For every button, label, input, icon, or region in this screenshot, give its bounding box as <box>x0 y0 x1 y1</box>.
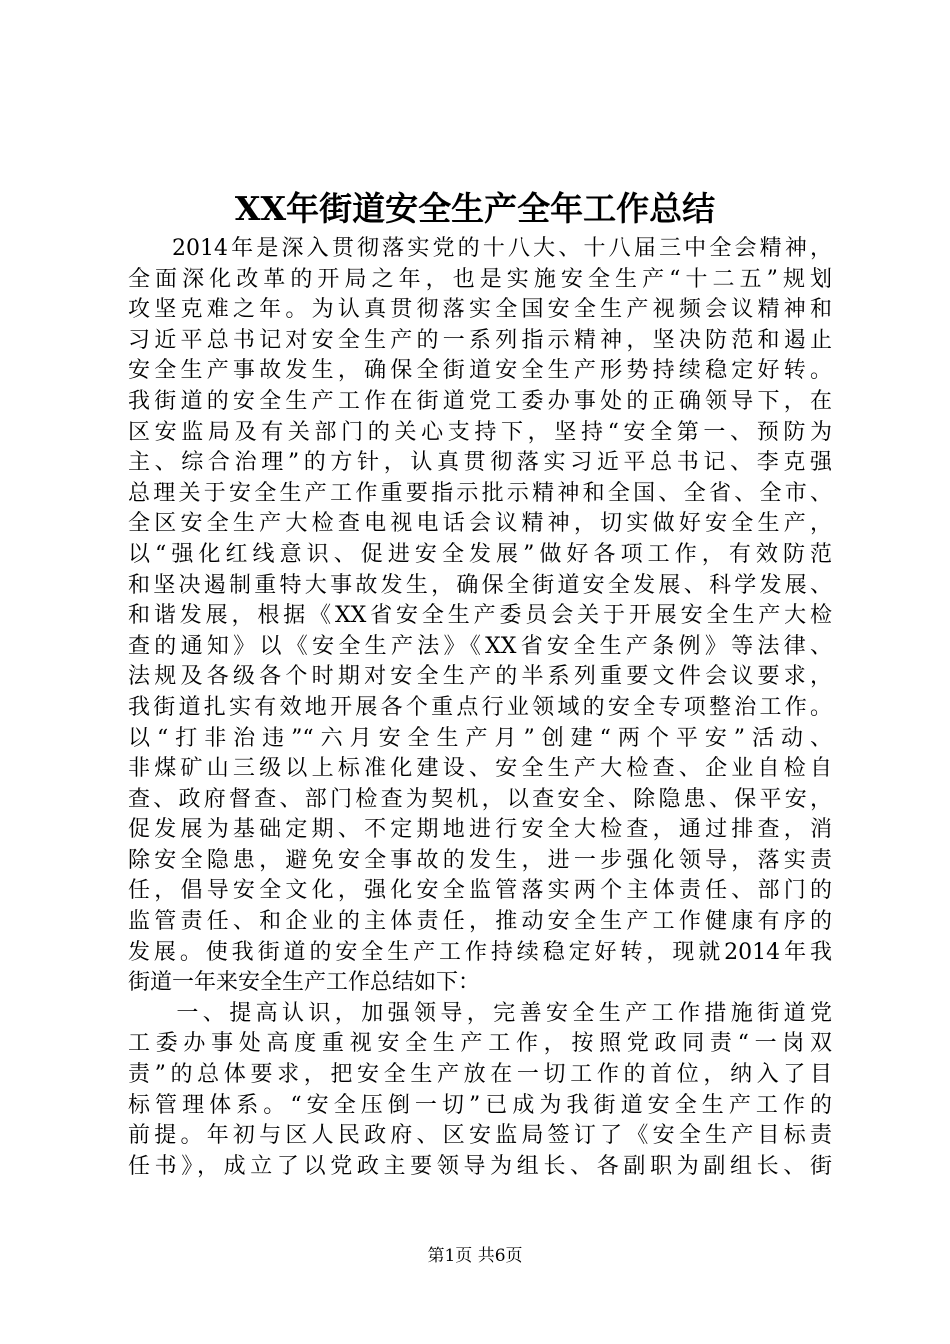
text-line: 工委办事处高度重视安全生产工作，按照党政同责“一岗双 <box>128 1031 832 1057</box>
text-line: 非煤矿山三级以上标准化建设、安全生产大检查、企业自检自 <box>128 756 832 782</box>
document-title: XX年街道安全生产全年工作总结 <box>234 189 716 228</box>
text-line: 查、政府督查、部门检查为契机，以查安全、除隐患、保平安， <box>128 786 832 812</box>
text-line: 任书》，成立了以党政主要领导为组长、各副职为副组长、街 <box>128 1153 832 1179</box>
paragraph-1 <box>128 234 832 999</box>
text-line: 监管责任、和企业的主体责任，推动安全生产工作健康有序的 <box>128 909 832 935</box>
text-line: 责”的总体要求，把安全生产放在一切工作的首位，纳入了目 <box>128 1062 832 1088</box>
text-line: 和谐发展，根据《XX省安全生产委员会关于开展安全生产大检 <box>128 603 832 629</box>
text-line: 习近平总书记对安全生产的一系列指示精神，坚决防范和遏止 <box>128 327 832 353</box>
text-line: 除安全隐患，避免安全事故的发生，进一步强化领导，落实责 <box>128 847 832 873</box>
page-footer: 第1页 共6页 <box>427 1246 523 1266</box>
text-line: 区安监局及有关部门的关心支持下，坚持“安全第一、预防为 <box>128 419 832 445</box>
text-line: 任，倡导安全文化，强化安全监管落实两个主体责任、部门的 <box>128 878 832 904</box>
text-line: 一、提高认识，加强领导，完善安全生产工作措施街道党 <box>172 1000 832 1026</box>
text-line: 以“打非治违”“六月安全生产月”创建“两个平安”活动、 <box>128 725 832 751</box>
text-line: 和坚决遏制重特大事故发生，确保全街道安全发展、科学发展、 <box>128 572 832 598</box>
text-line: 以“强化红线意识、促进安全发展”做好各项工作，有效防范 <box>128 541 832 567</box>
text-line: 促发展为基础定期、不定期地进行安全大检查，通过排查，消 <box>128 817 832 843</box>
paragraph-2 <box>128 999 832 1183</box>
text-line: 查的通知》以《安全生产法》《XX省安全生产条例》等法律、 <box>128 633 832 659</box>
text-line: 我街道扎实有效地开展各个重点行业领域的安全专项整治工作。 <box>128 694 832 720</box>
text-line: 全面深化改革的开局之年，也是实施安全生产“十二五”规划 <box>128 266 832 292</box>
text-line: 发展。使我街道的安全生产工作持续稳定好转，现就2014年我 <box>128 939 832 965</box>
text-line: 标管理体系。“安全压倒一切”已成为我街道安全生产工作的 <box>128 1092 832 1118</box>
text-line: 主、综合治理”的方针，认真贯彻落实习近平总书记、李克强 <box>128 450 832 476</box>
text-line: 安全生产事故发生，确保全街道安全生产形势持续稳定好转。 <box>128 358 832 384</box>
text-line: 2014年是深入贯彻落实党的十八大、十八届三中全会精神， <box>172 236 832 261</box>
text-line: 法规及各级各个时期对安全生产的半系列重要文件会议要求， <box>128 664 832 690</box>
text-line: 街道一年来安全生产工作总结如下： <box>128 970 481 996</box>
text-line: 全区安全生产大检查电视电话会议精神，切实做好安全生产， <box>128 511 832 537</box>
text-line: 前提。年初与区人民政府、区安监局签订了《安全生产目标责 <box>128 1123 832 1149</box>
text-line: 总理关于安全生产工作重要指示批示精神和全国、全省、全市、 <box>128 480 832 506</box>
text-line: 攻坚克难之年。为认真贯彻落实全国安全生产视频会议精神和 <box>128 297 832 323</box>
document-body <box>128 234 832 1182</box>
text-line: 我街道的安全生产工作在街道党工委办事处的正确领导下，在 <box>128 388 832 414</box>
